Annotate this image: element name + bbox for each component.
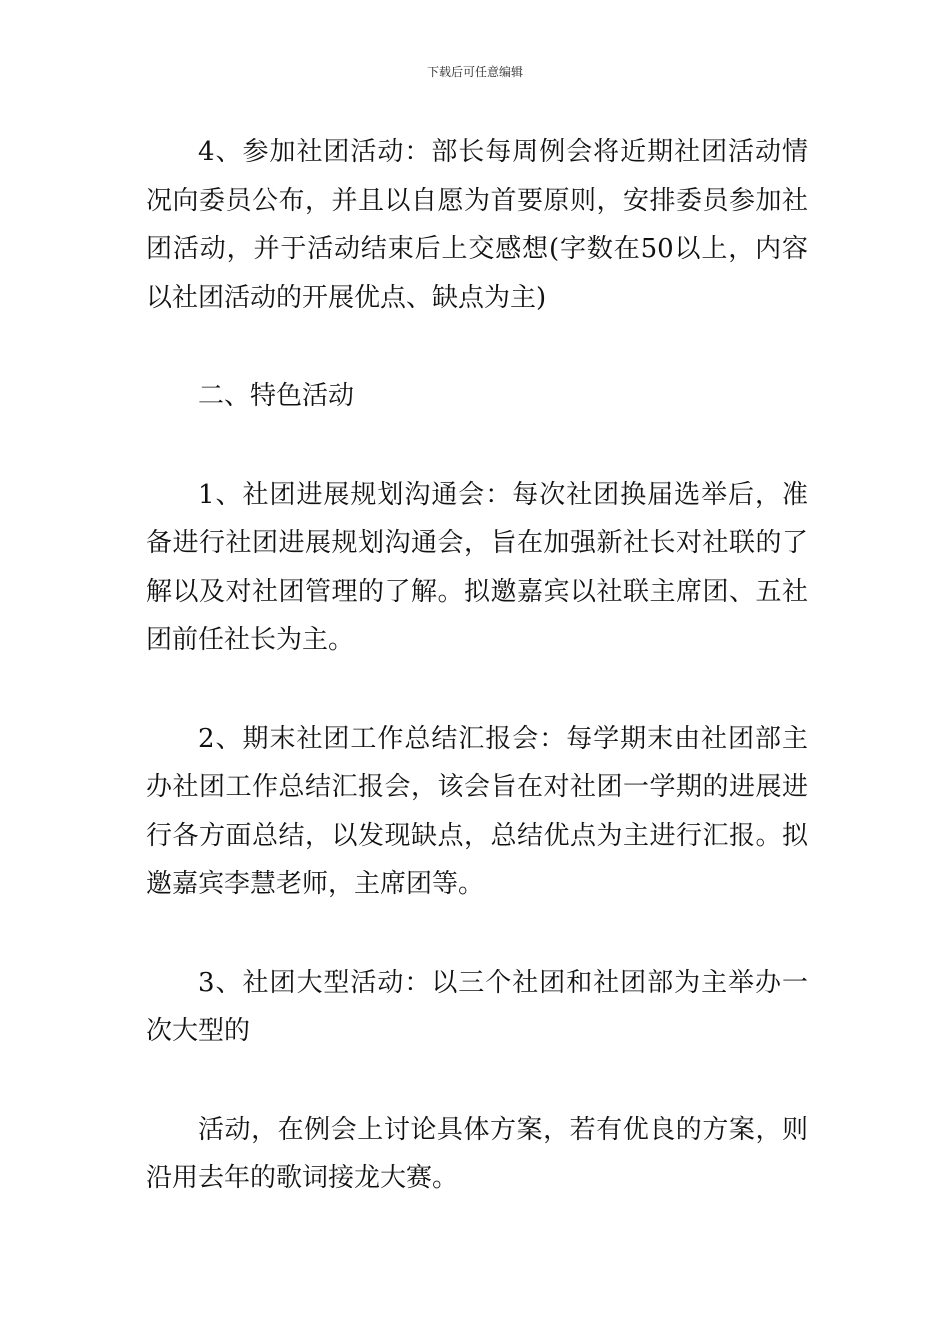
paragraph-large-club-activity: 3、社团大型活动：以三个社团和社团部为主举办一次大型的 — [146, 967, 808, 1046]
page-header: 下载后可任意编辑 — [426, 65, 523, 79]
paragraph-activity-continued: 活动，在例会上讨论具体方案，若有优良的方案，则沿用去年的歌词接龙大赛。 — [146, 1114, 808, 1193]
paragraph-join-club-activities: 4、参加社团活动：部长每周例会将近期社团活动情况向委员公布，并且以自愿为首要原则，安排委员参加社团活动，并于活动结束后上交感想(字数在50以上，内容以社团活动的开展优点、缺点为主) — [146, 137, 808, 313]
document-body — [146, 128, 808, 1203]
paragraph-summary-report-meeting: 2、期末社团工作总结汇报会：每学期末由社团部主办社团工作总结汇报会，该会旨在对社团一学期的进展进行各方面总结，以发现缺点，总结优点为主进行汇报。拟邀嘉宾李慧老师，主席团等。 — [146, 723, 808, 899]
paragraph-planning-meeting: 1、社团进展规划沟通会：每次社团换届选举后，准备进行社团进展规划沟通会，旨在加强新社长对社联的了解以及对社团管理的了解。拟邀嘉宾以社联主席团、五社团前任社长为主。 — [146, 479, 808, 655]
section-heading-featured-activities: 二、特色活动 — [198, 381, 355, 411]
